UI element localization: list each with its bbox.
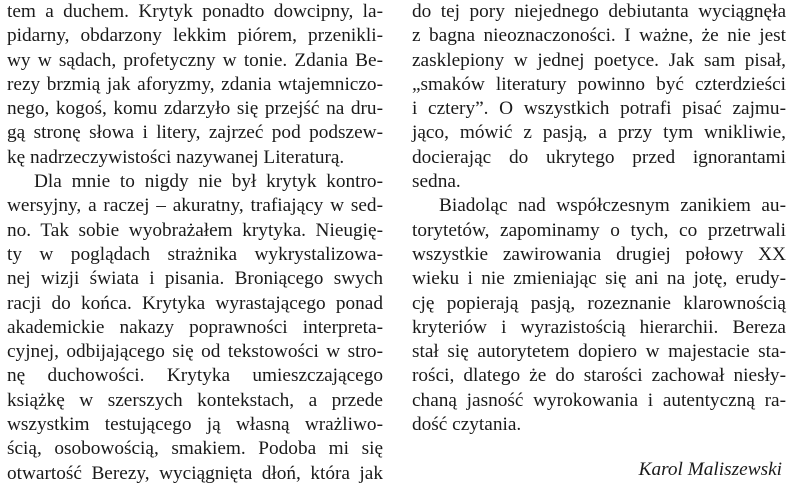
text-line: do tej pory niejednego debiutanta wyciągnęła (412, 1, 786, 22)
text-line: ty w poglądach strażnika wykrystalizowa- (7, 243, 383, 265)
text-line: wszystkie zawirowania drugiej połowy XX (412, 243, 786, 265)
text-line: Dla mnie to nigdy nie był krytyk kontro- (34, 171, 383, 193)
text-line: no. Tak sobie wyobrażałem krytyka. Nieugię- (7, 219, 383, 241)
text-line: akademickie nakazy poprawności interpreta- (7, 316, 383, 338)
text-line: książkę w szerszych kontekstach, a przede (7, 389, 383, 411)
author-signature: Karol Maliszewski (638, 459, 782, 480)
text-line: chaną jasność wyrokowania i autentyczną ra- (412, 389, 786, 411)
text-line: rości, dlatego że do starości zachował niesły- (412, 365, 786, 387)
text-line: cję popierają pasją, rozeznanie klarownością (412, 292, 786, 314)
text-line: wy w sądach, profetyczny w tonie. Zdania Be- (7, 49, 383, 71)
text-line: zasklepiony w jednej poetyce. Jak sam pisał, (412, 49, 786, 71)
text-line: rezy brzmią jak aforyzmy, zdania wtajemniczo- (7, 73, 383, 95)
text-line: i cztery”. O wszystkich potrafi pisać zajmu- (412, 98, 786, 120)
text-line: torytetów, zapominamy o tych, co przetrwali (412, 219, 786, 241)
text-line: tem a duchem. Krytyk ponadto dowcipny, la- (7, 1, 383, 22)
text-line: wieku i nie zmieniając się ani na jotę, erudy- (412, 268, 786, 290)
text-line: racji do końca. Krytyka wyrastającego ponad (7, 292, 383, 314)
text-line: dość czytania. (412, 414, 522, 436)
text-line: stał się autorytetem dopiero w majestacie sta- (412, 341, 786, 363)
text-line: nego, kogoś, komu zdarzyło się przejść na dru- (7, 98, 383, 120)
text-line: otwartość Berezy, wyciągnięta dłoń, która jak (7, 462, 383, 484)
text-line: wersyjny, a raczej – akuratny, trafiający w sed- (7, 195, 383, 217)
text-line: kę nadrzeczywistości nazywanej Literaturą. (7, 146, 345, 168)
text-line: nę duchowości. Krytyka umieszczającego (7, 365, 383, 387)
right-column (412, 0, 786, 437)
text-line: cyjnej, odbijającego się od tekstowości w stro- (7, 341, 383, 363)
text-line: wszystkim testującego ją własną wrażliwo- (7, 414, 383, 436)
text-line: nej wizji świata i pisania. Broniącego swych (7, 268, 383, 290)
text-line: „smaków literatury powinno być czterdzieści (412, 73, 786, 95)
left-column (7, 0, 383, 486)
text-line: sedna. (412, 171, 461, 193)
text-line: kryteriów i wyrazistością hierarchii. Bereza (412, 316, 786, 338)
text-line: Biadoląc nad współczesnym zanikiem au- (439, 195, 786, 217)
text-line: gą stronę słowa i litery, zajrzeć pod podszew- (7, 122, 383, 144)
text-line: jąco, mówić z pasją, a przy tym wnikliwie, (412, 122, 786, 144)
text-line: pidarny, obdarzony lekkim piórem, przenikli- (7, 25, 383, 47)
text-line: ścią, osobowością, smakiem. Podoba mi się (7, 438, 383, 460)
text-line: docierając do ukrytego przed ignorantami (412, 146, 786, 168)
text-line: z bagna nieoznaczoności. I ważne, że nie jest (412, 25, 786, 47)
